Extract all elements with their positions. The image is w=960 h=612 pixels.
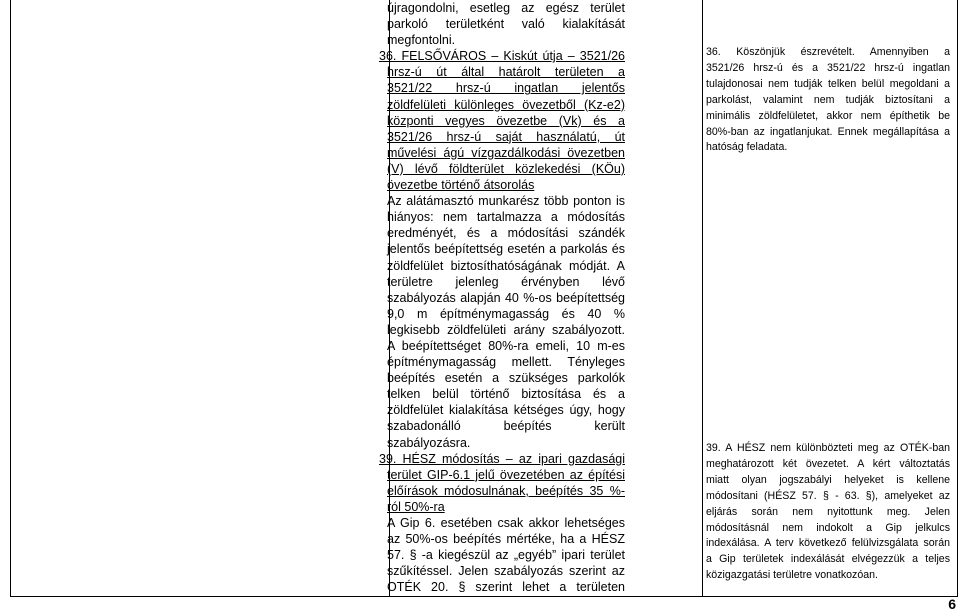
text-line: előírások módosulnának, beépítés 35 %- [387, 483, 625, 498]
text-line: eredményét, és a módosítási szándék [387, 226, 625, 241]
text-line: szűkítéssel. Jelen szabályozás szerint az [387, 564, 625, 579]
text-line: OTÉK 20. § szerint lehet a területen [387, 580, 625, 595]
text-line: 3521/26 hrsz-ú saját használatú, út [387, 129, 625, 144]
text-line: 39. HÉSZ módosítás – az ipari gazdasági [379, 451, 625, 466]
text-line: Az alátámasztó munkarész több ponton is [387, 194, 625, 209]
text-line: 3521/26 hrsz-ú és a 3521/22 hrsz-ú ingatlan [706, 61, 950, 74]
text-line: központi vegyes övezetbe (Vk) és a [387, 113, 625, 128]
page-number: 6 [948, 596, 956, 612]
text-line: jelentős beépítettség esetén a parkolás és [387, 242, 625, 257]
item-39-heading-cont [387, 467, 625, 515]
text-line: telken belül történő biztosítása és a [387, 387, 625, 402]
text-line: 80%-ban az ingatlanjukat. Ennek megállapítása a [706, 125, 950, 138]
text-line: (V) lévő földterület közlekedési (KÖu) [387, 161, 625, 176]
text-line: területre jelenleg érvényben lévő [387, 274, 625, 289]
text-line: parkolást, valamint nem tudják biztosítani a [706, 93, 950, 106]
text-line: zöldfelületi különleges övezetből (Kz-e2) [387, 97, 625, 112]
text-line: hrsz-ú út által határolt területen a [387, 65, 625, 80]
text-line: újragondolni, esetleg az egész terület [387, 1, 625, 15]
text-line: legkisebb zöldfelületi arány szabályozott. [387, 322, 625, 337]
text-line: 39. A HÉSZ nem különbözteti meg az OTÉK-ban [706, 442, 950, 454]
text-line: ról 50%-ra [387, 499, 445, 514]
text-line: 36. FELSŐVÁROS – Kiskút útja – 3521/26 [379, 49, 625, 64]
text-line: a Gip területek indexálását elvégezzük a teljes [706, 553, 950, 566]
text-line: szabályozás alapján 40 %-os beépítettség [387, 290, 625, 305]
text-line: művelési ágú vízgazdálkodási övezetben [387, 145, 625, 160]
text-line: 3521/22 hrsz-ú ingatlan jelentős [387, 81, 625, 96]
text-line: módosítani (HÉSZ 57. § - 63. §), amelyeket az [706, 489, 950, 502]
text-line: megfontolni. [387, 33, 456, 48]
text-line: A beépítettséget 80%-ra emeli, 10 m-es [387, 338, 625, 353]
comment-column [379, 0, 625, 595]
text-line: 57. § -a kiegészül az „egyéb” ipari terület [387, 548, 625, 563]
item-36-comment [387, 193, 625, 451]
text-line: hatóság feladata. [706, 141, 788, 154]
text-line: beépítés esetén a szükséges parkolók [387, 371, 625, 386]
text-line: miatt olyan jogszabályi helyeket is kellene [706, 473, 950, 486]
response-36 [706, 45, 950, 156]
item-39-comment [387, 515, 625, 595]
column-divider [702, 0, 703, 596]
item-36-heading-cont [387, 64, 625, 193]
text-line: közigazgatási területre vonatkozóan. [706, 569, 878, 582]
text-line: övezetbe történő átsorolás [387, 178, 535, 193]
text-line: szabadonálló beépítés került [387, 419, 625, 434]
text-line: 9,0 m építménymagasság és 40 % [387, 306, 625, 321]
response-39 [706, 441, 950, 584]
text-line: módosításnál nem indokolt a Gip jelkulcs [706, 521, 950, 534]
text-line: hiányos: nem tartalmazza a módosítás [387, 210, 625, 225]
text-line: szabályozásra. [387, 435, 471, 450]
text-line: építménymagasság mellett. Tényleges [387, 355, 625, 370]
text-line: terület GIP-6.1 jelű övezetében az építési [387, 467, 625, 482]
item-39-heading [379, 451, 625, 467]
text-line: A Gip 6. esetében csak akkor lehetséges [387, 516, 625, 530]
text-line: parkoló területként való kialakítását [387, 17, 625, 32]
text-line: zöldfelület kialakítása kétséges úgy, hogy [387, 403, 625, 418]
item-36-heading [379, 48, 625, 64]
text-line: 36. Köszönjük észrevételt. Amennyiben a [706, 46, 950, 58]
text-line: minimális zöldfelületet, akkor nem építhetik be [706, 109, 950, 122]
text-line: zöldfelület biztosíthatóságának módját. A [387, 258, 625, 273]
text-line: tulajdonosai nem tudják telken belül megoldani a [706, 77, 950, 90]
text-line: az 50%-os beépítés mértéke, ha a HÉSZ [387, 532, 625, 547]
text-line: indexálása. A terv következő felülvizsgálata során [706, 537, 950, 550]
previous-item-tail [387, 0, 625, 48]
text-line: eljárás során nem nyitottunk meg. Jelen [706, 505, 950, 518]
text-line: meghatározott két övezetet. A kért változtatás [706, 457, 950, 470]
